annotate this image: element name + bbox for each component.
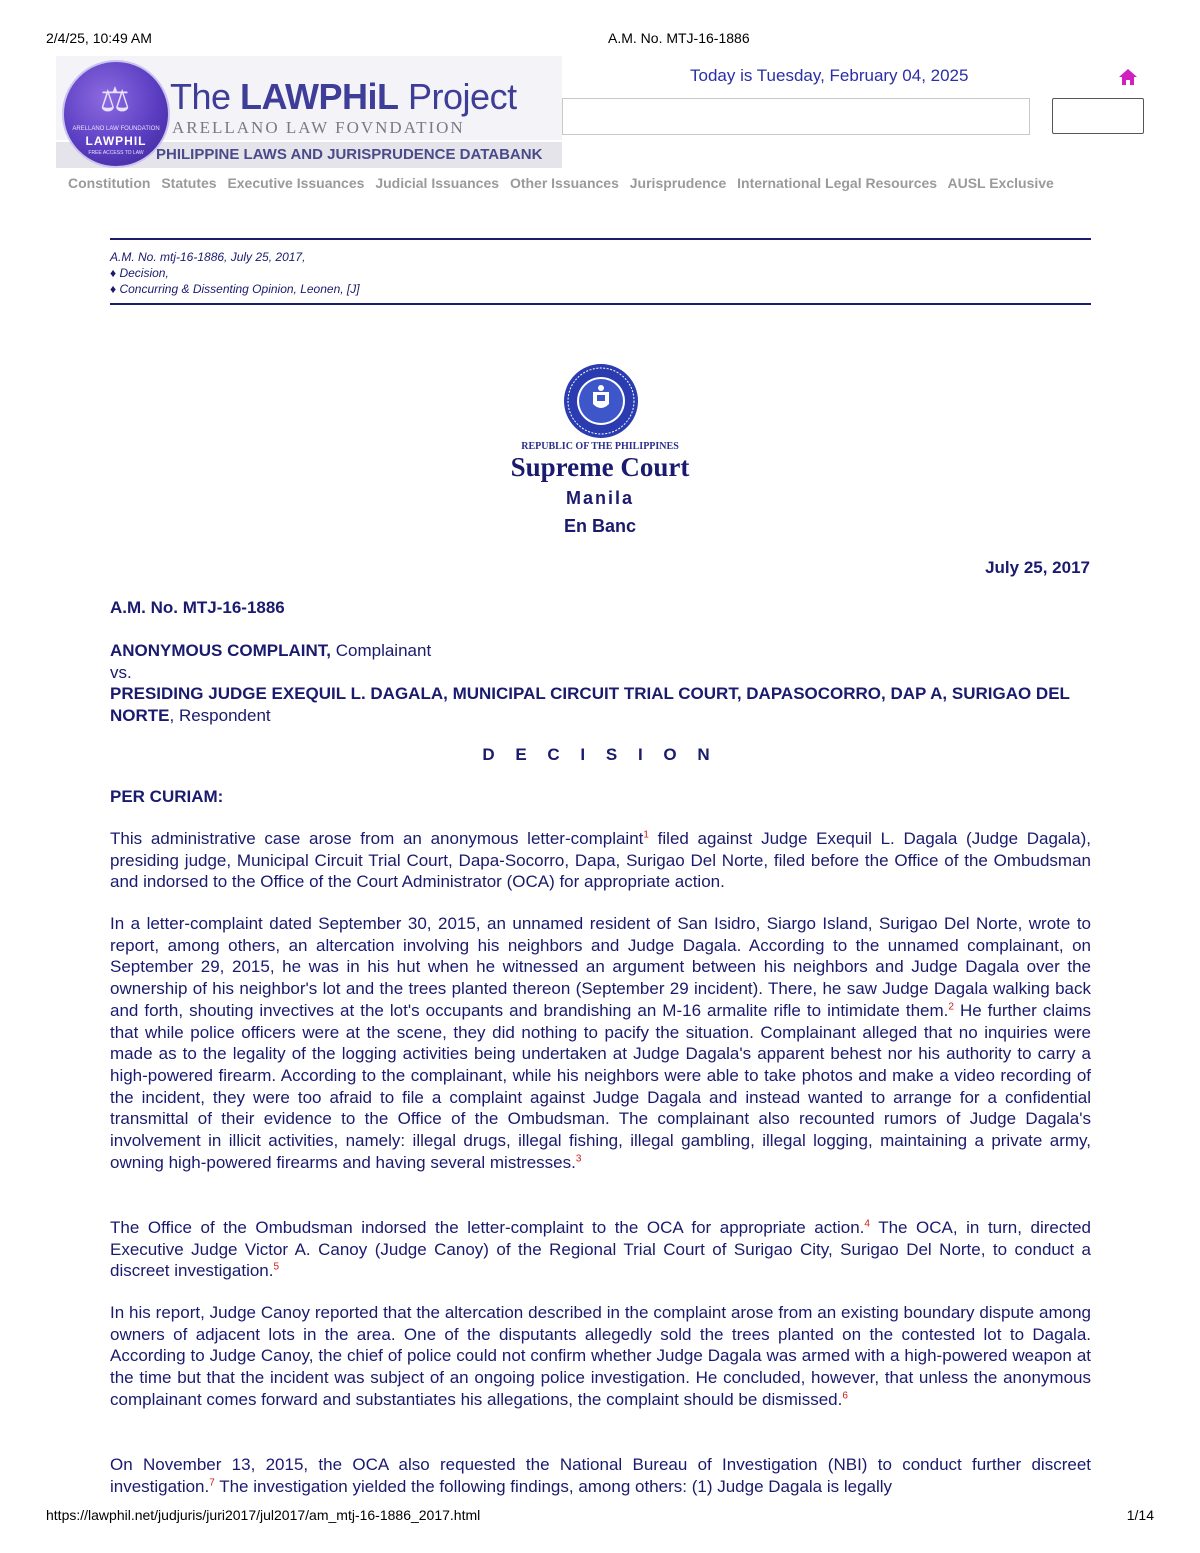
divider-bottom: [110, 303, 1091, 305]
court-name: Supreme Court: [510, 452, 690, 482]
nav-international-legal-resources[interactable]: International Legal Resources: [737, 175, 938, 191]
home-icon[interactable]: [1117, 66, 1139, 88]
per-curiam: PER CURIAM:: [110, 787, 224, 806]
case-parties: [110, 640, 1091, 726]
main-nav: [68, 175, 1061, 191]
foundation-name: ARELLANO LAW FOVNDATION: [172, 118, 465, 137]
complainant-line: [110, 640, 1091, 662]
brand-suffix: Project: [398, 76, 517, 117]
toc-decision-link[interactable]: ♦ Decision,: [110, 266, 169, 280]
print-title: A.M. No. MTJ-16-1886: [608, 30, 750, 46]
paragraph-text: The investigation yielded the following findings, among others: (1) Judge Dagala is legally: [214, 1476, 893, 1496]
nav-constitution[interactable]: Constitution: [68, 175, 151, 191]
respondent-line: [110, 683, 1091, 726]
decision-heading: D E C I S I O N: [482, 745, 718, 764]
footnote-ref-3[interactable]: 3: [575, 1153, 582, 1165]
paragraph-3: [110, 1217, 1091, 1282]
paragraph-4: [110, 1302, 1091, 1411]
footnote-ref-6[interactable]: 6: [842, 1390, 848, 1402]
nav-statutes[interactable]: Statutes: [161, 175, 217, 191]
seal-text-top: ARELLANO LAW FOUNDATION: [72, 126, 160, 132]
paragraph-text: This administrative case arose from an anonymous letter-complaint: [110, 829, 644, 848]
footnote-ref-7[interactable]: 7: [209, 1477, 215, 1489]
court-division: En Banc: [563, 516, 637, 536]
footnote-ref-4[interactable]: 4: [864, 1218, 870, 1230]
supreme-court-seal-icon: [562, 362, 640, 440]
divider-top: [110, 238, 1091, 240]
seal-text-main: LAWPHIL: [85, 134, 147, 148]
page-number: 1/14: [1126, 1507, 1154, 1523]
scales-of-justice-icon: ⚖: [99, 81, 131, 119]
paragraph-text: On November 13, 2015, the OCA also requested the National Bureau of Investigation (NBI) to conduct further discreet investigation.: [110, 1455, 1091, 1496]
complainant-name: ANONYMOUS COMPLAINT,: [110, 641, 331, 660]
decision-date: July 25, 2017: [985, 558, 1090, 577]
respondent-name: PRESIDING JUDGE EXEQUIL L. DAGALA, MUNICIPAL CIRCUIT TRIAL COURT, DAPASOCORRO, DAP A, SURIGAO DEL NORTE: [110, 684, 1070, 725]
paragraph-text: The Office of the Ombudsman indorsed the letter-complaint to the OCA for appropriate action.: [110, 1218, 865, 1237]
footnote-ref-5[interactable]: 5: [273, 1261, 280, 1273]
court-city: Manila: [565, 488, 634, 508]
nav-ausl-exclusive[interactable]: AUSL Exclusive: [947, 175, 1054, 191]
nav-jurisprudence[interactable]: Jurisprudence: [629, 175, 727, 191]
print-header: [46, 30, 1154, 50]
paragraph-text: In his report, Judge Canoy reported that the altercation described in the complaint arose from an existing boundary dispute among owners of adjacent lots in the area. One of the disputants allegedly sold the trees planted on the contested lot to Dagala. According to Judge Canoy, the chief of police could not confirm whether Judge Dagala was armed with a high-powered weapon at the time but that the incident was subject of an ongoing police investigation. He concluded, however, that unless the anonymous complainant comes forward and substantiates his allegations, the complaint should be dismissed.: [110, 1303, 1091, 1409]
paragraph-text: In a letter-complaint dated September 30, 2015, an unnamed resident of San Isidro, Siargo Island, Surigao Del Norte, wrote to report, among others, an altercation involving his neighbors and Judge Dagala. According to the unnamed complainant, on September 29, 2015, he was in his hut when he witnessed an argument between his neighbors and Judge Dagala over the ownership of his neighbor's lot and the trees planted thereon (September 29 incident). There, he saw Judge Dagala walking back and forth, shouting invectives at the lot's occupants and brandishing an M-16 armalite rifle to intimidate them.: [110, 914, 1091, 1020]
case-number: A.M. No. MTJ-16-1886: [110, 598, 285, 617]
seal-text-bottom: FREE ACCESS TO LAW: [88, 150, 144, 156]
brand-title: [170, 76, 517, 118]
republic-label: REPUBLIC OF THE PHILIPPINES: [521, 441, 679, 452]
brand-prefix: The: [170, 76, 241, 117]
nav-other-issuances[interactable]: Other Issuances: [509, 175, 619, 191]
brand-bold: LAWPHiL: [240, 76, 399, 117]
page-url: https://lawphil.net/judjuris/juri2017/jul2017/am_mtj-16-1886_2017.html: [46, 1507, 481, 1523]
versus: vs.: [110, 662, 132, 682]
paragraph-2: [110, 913, 1091, 1173]
footnote-ref-1[interactable]: 1: [643, 829, 649, 841]
print-datetime: 2/4/25, 10:49 AM: [46, 30, 152, 46]
paragraph-text: filed against Judge Exequil L. Dagala (Judge Dagala), presiding judge, Municipal Circuit Trial Court, Dapa-Socorro, Dapa, Surigao Del Norte, filed before the Office of the Ombudsman and indorsed to the Office of the Court Administrator (OCA) for appropriate action.: [110, 829, 1091, 892]
toc-opinion-link[interactable]: ♦ Concurring & Dissenting Opinion, Leonen, [J]: [110, 282, 360, 296]
toc-case-link[interactable]: A.M. No. mtj-16-1886, July 25, 2017,: [110, 250, 306, 264]
paragraph-5: [110, 1454, 1091, 1497]
complainant-role: Complainant: [331, 641, 432, 660]
paragraph-text: He further claims that while police officers were at the scene, they did nothing to pacify the situation. Complainant alleged that no inquiries were made as to the legality of the logging activities being undertaken at Judge Dagala's apparent behest nor his authority to carry a high-powered firearm. According to the complainant, while his neighbors were able to take photos and make a video recording of the incident, they were too afraid to file a complaint against Judge Dagala and instead wanted to arrange for a confidential transmittal of their evidence to the Office of the Ombudsman. The complainant also recounted rumors of Judge Dagala's involvement in illicit activities, namely: illegal drugs, illegal fishing, illegal gambling, illegal logging, maintaining a private army, owning high-powered firearms and having several mistresses.: [110, 1000, 1091, 1172]
search-button[interactable]: [1052, 98, 1144, 134]
paragraph-text: The OCA, in turn, directed Executive Judge Victor A. Canoy (Judge Canoy) of the Regional Trial Court of Surigao City, Surigao Del Norte, to conduct a discreet investigation.: [110, 1218, 1091, 1281]
nav-judicial-issuances[interactable]: Judicial Issuances: [375, 175, 500, 191]
lawphil-seal-icon: [62, 60, 170, 168]
databank-label: PHILIPPINE LAWS AND JURISPRUDENCE DATABANK: [56, 142, 562, 168]
search-input[interactable]: [562, 98, 1030, 135]
paragraph-1: [110, 828, 1091, 893]
today-date: Today is Tuesday, February 04, 2025: [690, 66, 969, 85]
lawphil-logo[interactable]: [56, 56, 562, 168]
nav-executive-issuances[interactable]: Executive Issuances: [227, 175, 365, 191]
document-toc: [110, 249, 360, 297]
respondent-role: , Respondent: [169, 705, 271, 725]
footnote-ref-2[interactable]: 2: [948, 1001, 954, 1013]
